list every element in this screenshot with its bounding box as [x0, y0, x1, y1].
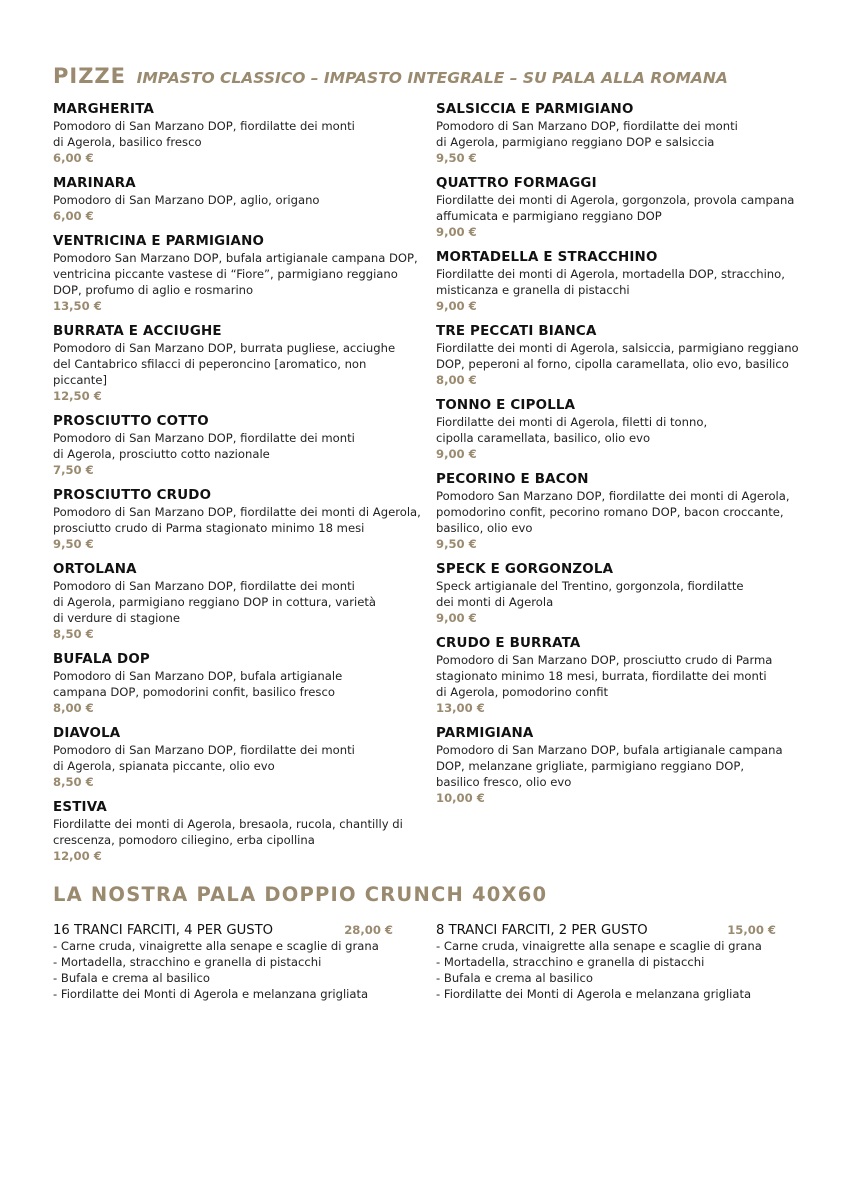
- menu-item-price: 9,00 €: [436, 611, 477, 625]
- menu-item-description: Pomodoro di San Marzano DOP, fiordilatte dei monti: [53, 579, 355, 593]
- menu-item-price: 9,00 €: [436, 447, 477, 461]
- menu-item: [53, 561, 423, 642]
- offer-line: - Mortadella, stracchino e granella di pistacchi: [436, 955, 705, 969]
- menu-item-description: stagionato minimo 18 mesi, burrata, fiordilatte dei monti: [436, 669, 767, 683]
- menu-item-description: campana DOP, pomodorini confit, basilico fresco: [53, 685, 335, 699]
- menu-item-price: 9,50 €: [436, 537, 477, 551]
- menu-item: [436, 101, 816, 166]
- offer-line: - Fiordilatte dei Monti di Agerola e melanzana grigliata: [53, 987, 369, 1001]
- menu-item: [53, 487, 423, 552]
- menu-item-description: ventricina piccante vastese di “Fiore”, parmigiano reggiano: [53, 267, 398, 281]
- menu-item-price: 9,50 €: [436, 151, 477, 165]
- menu-item-name: MARGHERITA: [53, 102, 155, 117]
- offer-price: 15,00 €: [727, 923, 776, 937]
- menu-item-price: 13,50 €: [53, 299, 102, 313]
- menu-item: [436, 175, 816, 240]
- menu-item-name: MARINARA: [53, 176, 136, 191]
- menu-item-name: DIAVOLA: [53, 726, 121, 741]
- menu-item-price: 6,00 €: [53, 209, 94, 223]
- menu-item-price: 9,50 €: [53, 537, 94, 551]
- menu-item-description: crescenza, pomodoro ciliegino, erba cipollina: [53, 833, 315, 847]
- menu-item-name: CRUDO E BURRATA: [436, 636, 581, 651]
- offer-price: 28,00 €: [344, 923, 393, 937]
- menu-item-description: di Agerola, prosciutto cotto nazionale: [53, 447, 270, 461]
- menu-item-description: cipolla caramellata, basilico, olio evo: [436, 431, 651, 445]
- menu-item-price: 9,00 €: [436, 299, 477, 313]
- menu-item-description: di verdure di stagione: [53, 611, 180, 625]
- menu-item-description: DOP, profumo di aglio e rosmarino: [53, 283, 254, 297]
- menu-item-description: basilico, olio evo: [436, 521, 533, 535]
- menu-item-description: di Agerola, parmigiano reggiano DOP e salsiccia: [436, 135, 715, 149]
- offer-label: 8 TRANCI FARCITI, 2 PER GUSTO: [436, 923, 648, 938]
- menu-item-name: PECORINO E BACON: [436, 472, 589, 487]
- menu-item-price: 12,00 €: [53, 849, 102, 863]
- menu-item-description: affumicata e parmigiano reggiano DOP: [436, 209, 662, 223]
- menu-item-description: Pomodoro San Marzano DOP, bufala artigianale campana DOP,: [53, 251, 418, 265]
- menu-item-price: 9,00 €: [436, 225, 477, 239]
- menu-item-description: Pomodoro di San Marzano DOP, bufala artigianale campana: [436, 743, 783, 757]
- menu-item: [436, 561, 816, 626]
- menu-item-description: di Agerola, parmigiano reggiano DOP in cottura, varietà: [53, 595, 377, 609]
- offer-line: - Bufala e crema al basilico: [436, 971, 593, 985]
- menu-item-description: Pomodoro di San Marzano DOP, fiordilatte dei monti: [436, 119, 738, 133]
- menu-item: [436, 397, 816, 462]
- menu-item-description: Pomodoro di San Marzano DOP, prosciutto crudo di Parma: [436, 653, 773, 667]
- menu-item-description: Fiordilatte dei monti di Agerola, filetti di tonno,: [436, 415, 708, 429]
- menu-item: [53, 651, 423, 716]
- menu-item-description: pomodorino confit, pecorino romano DOP, bacon croccante,: [436, 505, 784, 519]
- title-subtitle: IMPASTO CLASSICO – IMPASTO INTEGRALE – SU PALA ALLA ROMANA: [136, 69, 728, 87]
- menu-item-price: 8,50 €: [53, 775, 94, 789]
- menu-item: [436, 471, 816, 552]
- offer-lines: [53, 938, 393, 1002]
- menu-item-description: del Cantabrico sfilacci di peperoncino [aromatico, non piccante]: [53, 357, 367, 387]
- menu-item: [53, 175, 423, 224]
- pala-offer-16: [53, 923, 393, 1002]
- menu-item-price: 12,50 €: [53, 389, 102, 403]
- menu-item: [53, 799, 423, 864]
- menu-item-price: 6,00 €: [53, 151, 94, 165]
- menu-item: [53, 413, 423, 478]
- menu-item-name: PROSCIUTTO CRUDO: [53, 488, 212, 503]
- menu-item-name: TRE PECCATI BIANCA: [436, 324, 597, 339]
- menu-item-description: di Agerola, spianata piccante, olio evo: [53, 759, 275, 773]
- menu-item-name: BURRATA E ACCIUGHE: [53, 324, 222, 339]
- title-main: PIZZE: [53, 64, 127, 88]
- menu-item-name: SALSICCIA E PARMIGIANO: [436, 102, 634, 117]
- menu-item: [53, 323, 423, 404]
- offer-line: - Fiordilatte dei Monti di Agerola e melanzana grigliata: [436, 987, 752, 1001]
- menu-item-price: 8,50 €: [53, 627, 94, 641]
- offer-line: - Carne cruda, vinaigrette alla senape e scaglie di grana: [53, 939, 379, 953]
- menu-column-right: [436, 101, 816, 815]
- menu-item: [53, 101, 423, 166]
- menu-item: [53, 233, 423, 314]
- menu-item-description: Speck artigianale del Trentino, gorgonzola, fiordilatte: [436, 579, 744, 593]
- menu-item-name: TONNO E CIPOLLA: [436, 398, 576, 413]
- menu-item: [436, 725, 816, 806]
- menu-item-description: Fiordilatte dei monti di Agerola, mortadella DOP, stracchino,: [436, 267, 785, 281]
- menu-item-description: Pomodoro di San Marzano DOP, fiordilatte dei monti: [53, 743, 355, 757]
- offer-line: - Carne cruda, vinaigrette alla senape e scaglie di grana: [436, 939, 762, 953]
- menu-item-price: 10,00 €: [436, 791, 485, 805]
- menu-item-description: Pomodoro di San Marzano DOP, burrata pugliese, acciughe: [53, 341, 396, 355]
- menu-item-price: 8,00 €: [53, 701, 94, 715]
- pala-offer-8: [436, 923, 776, 1002]
- menu-item-description: Fiordilatte dei monti di Agerola, salsiccia, parmigiano reggiano: [436, 341, 799, 355]
- pala-section-title: LA NOSTRA PALA DOPPIO CRUNCH 40X60: [53, 883, 548, 906]
- menu-item-description: Pomodoro di San Marzano DOP, fiordilatte dei monti: [53, 431, 355, 445]
- menu-item-description: Pomodoro di San Marzano DOP, bufala artigianale: [53, 669, 343, 683]
- menu-item-description: Pomodoro di San Marzano DOP, fiordilatte dei monti: [53, 119, 355, 133]
- menu-item-description: Pomodoro di San Marzano DOP, aglio, origano: [53, 193, 320, 207]
- menu-item-name: PROSCIUTTO COTTO: [53, 414, 209, 429]
- offer-line: - Bufala e crema al basilico: [53, 971, 210, 985]
- menu-item: [436, 323, 816, 388]
- offer-line: - Mortadella, stracchino e granella di pistacchi: [53, 955, 322, 969]
- menu-item-name: ORTOLANA: [53, 562, 137, 577]
- menu-item-name: BUFALA DOP: [53, 652, 150, 667]
- menu-item-name: VENTRICINA E PARMIGIANO: [53, 234, 265, 249]
- offer-lines: [436, 938, 776, 1002]
- menu-item-description: Pomodoro San Marzano DOP, fiordilatte dei monti di Agerola,: [436, 489, 790, 503]
- menu-column-left: [53, 101, 423, 873]
- offer-label: 16 TRANCI FARCITI, 4 PER GUSTO: [53, 923, 274, 938]
- menu-item-description: Fiordilatte dei monti di Agerola, gorgonzola, provola campana: [436, 193, 795, 207]
- menu-item-price: 8,00 €: [436, 373, 477, 387]
- menu-item-description: dei monti di Agerola: [436, 595, 554, 609]
- menu-item: [53, 725, 423, 790]
- menu-item-name: SPECK E GORGONZOLA: [436, 562, 614, 577]
- menu-item-description: DOP, melanzane grigliate, parmigiano reggiano DOP,: [436, 759, 745, 773]
- menu-item: [436, 249, 816, 314]
- page-title: [53, 64, 728, 88]
- menu-item-name: PARMIGIANA: [436, 726, 534, 741]
- menu-item-description: Fiordilatte dei monti di Agerola, bresaola, rucola, chantilly di: [53, 817, 403, 831]
- menu-item-price: 13,00 €: [436, 701, 485, 715]
- menu-item-price: 7,50 €: [53, 463, 94, 477]
- menu-item-description: DOP, peperoni al forno, cipolla caramellata, olio evo, basilico: [436, 357, 789, 371]
- menu-item-description: Pomodoro di San Marzano DOP, fiordilatte dei monti di Agerola,: [53, 505, 421, 519]
- menu-item-description: misticanza e granella di pistacchi: [436, 283, 630, 297]
- menu-item-description: prosciutto crudo di Parma stagionato minimo 18 mesi: [53, 521, 365, 535]
- menu-item-name: MORTADELLA E STRACCHINO: [436, 250, 658, 265]
- menu-item-name: ESTIVA: [53, 800, 107, 815]
- menu-item-description: di Agerola, basilico fresco: [53, 135, 202, 149]
- menu-item-description: di Agerola, pomodorino confit: [436, 685, 609, 699]
- menu-item: [436, 635, 816, 716]
- menu-item-description: basilico fresco, olio evo: [436, 775, 572, 789]
- menu-item-name: QUATTRO FORMAGGI: [436, 176, 597, 191]
